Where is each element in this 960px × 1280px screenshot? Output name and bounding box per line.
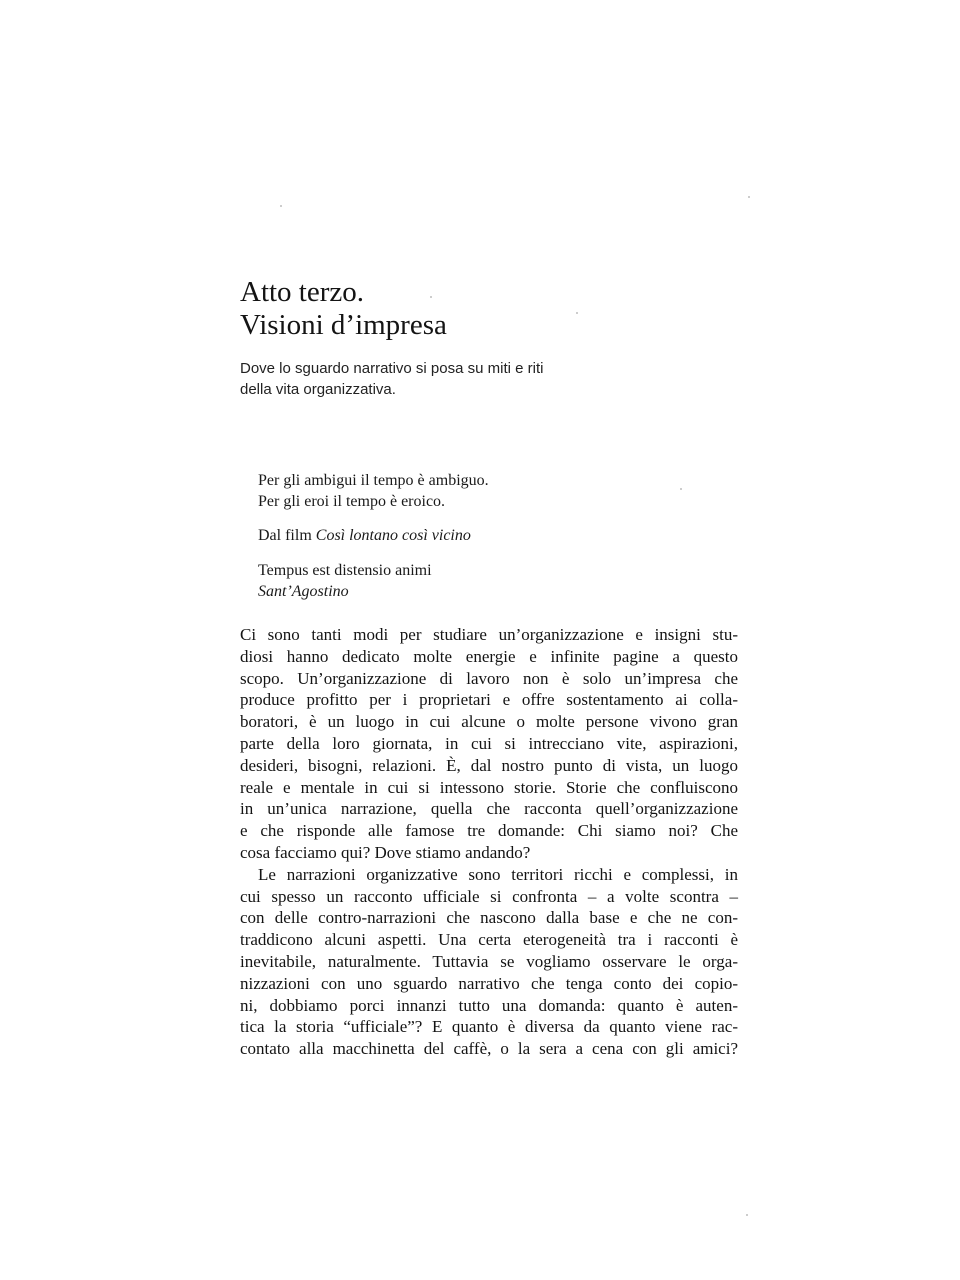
chapter-title-line-2: Visioni d’impresa (240, 309, 447, 341)
chapter-subtitle-line-1: Dove lo sguardo narrativo si posa su miti e riti (240, 360, 544, 377)
paragraph-2-line: con delle contro-narrazioni che nascono dalla base e che ne con- (240, 908, 738, 928)
epigraph-quote-1 (258, 470, 489, 512)
paragraph-2-line: nizzazioni con uno sguardo narrativo che tenga conto dei copio- (240, 973, 738, 993)
epigraph-quote-2 (258, 560, 432, 602)
chapter-subtitle-line-2: della vita organizzativa. (240, 381, 396, 398)
paragraph-1-line: desideri, bisogni, relazioni. È, dal nostro punto di vista, un luogo (240, 755, 738, 775)
body-text (240, 624, 738, 1060)
paragraph-2-line: Le narrazioni organizzative sono territori ricchi e complessi, in (258, 864, 738, 884)
epigraph-quote-1-line-1: Per gli ambigui il tempo è ambiguo. (258, 472, 489, 489)
scan-speck (280, 205, 282, 207)
paragraph-1-line: cosa facciamo qui? Dove stiamo andando? (240, 842, 531, 862)
paragraph-1-line: e che risponde alle famose tre domande: Chi siamo noi? Che (240, 821, 738, 841)
epigraph-quote-1-line-2: Per gli eroi il tempo è eroico. (258, 493, 446, 510)
paragraph-2-line: cui spesso un racconto ufficiale si confronta – a volte scontra – (240, 886, 738, 906)
paragraph-1-line: scopo. Un’organizzazione di lavoro non è solo un’impresa che (240, 668, 738, 688)
paragraph-1-line: in un’unica narrazione, quella che racconta quell’organizzazione (240, 799, 738, 819)
paragraph-2-line: traddicono alcuni aspetti. Una certa eterogeneità tra i racconti è (240, 930, 738, 950)
paragraph-1 (240, 624, 738, 864)
scan-speck (748, 196, 750, 198)
chapter-title (240, 276, 760, 342)
epigraph-source-1-prefix: Dal film (258, 527, 316, 544)
epigraph-source-1 (258, 525, 471, 546)
paragraph-2 (240, 864, 738, 1060)
paragraph-1-line: reale e mentale in cui si intessono storie. Storie che confluiscono (240, 777, 738, 797)
paragraph-2-line: contato alla macchinetta del caffè, o la sera a cena con gli amici? (240, 1039, 738, 1059)
paragraph-2-line: tica la storia “ufficiale”? E quanto è diversa da quanto viene rac- (240, 1017, 738, 1037)
chapter-subtitle (240, 358, 640, 400)
paragraph-2-line: ni, dobbiamo porci innanzi tutto una domanda: quanto è auten- (240, 995, 738, 1015)
epigraph-source-1-film-title: Così lontano così vicino (315, 527, 471, 544)
scan-speck (746, 1214, 748, 1216)
paragraph-1-line: boratori, è un luogo in cui alcune o molte persone vivono gran (240, 712, 738, 732)
paragraph-1-line: produce profitto per i proprietari e offre sostentamento ai colla- (240, 690, 738, 710)
paragraph-2-line: inevitabile, naturalmente. Tuttavia se vogliamo osservare le orga- (240, 951, 738, 971)
epigraph-source-2: Sant’Agostino (258, 583, 349, 600)
chapter-title-line-1: Atto terzo. (240, 276, 365, 308)
epigraph-quote-2-text: Tempus est distensio animi (258, 562, 432, 579)
scan-speck (680, 488, 682, 490)
paragraph-1-line: parte della loro giornata, in cui si intrecciano vite, aspirazioni, (240, 733, 738, 753)
paragraph-1-line: diosi hanno dedicato molte energie e infinite pagine a questo (240, 646, 738, 666)
paragraph-1-line: Ci sono tanti modi per studiare un’organizzazione e insigni stu- (240, 625, 738, 644)
